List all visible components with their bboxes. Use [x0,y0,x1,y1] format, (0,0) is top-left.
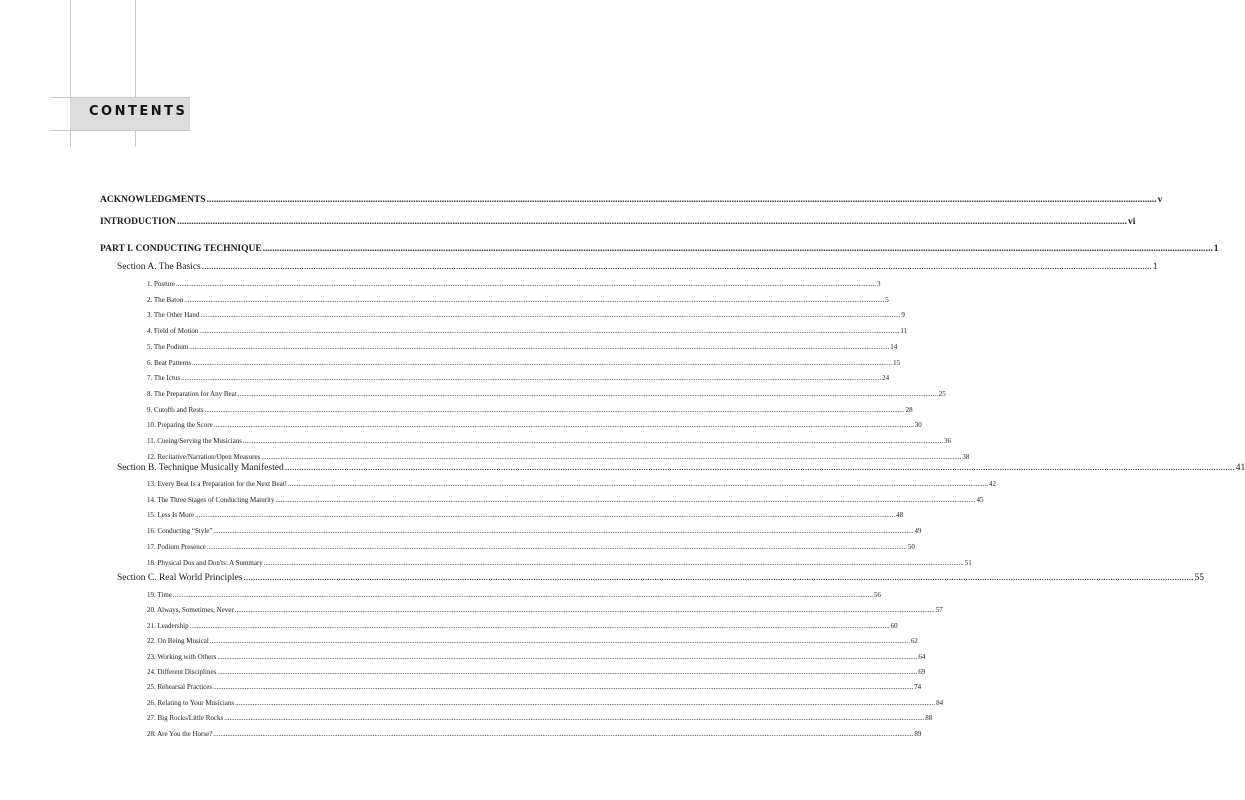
toc-entry-label: 16. Conducting “Style” [147,527,213,535]
toc-entry-label: INTRODUCTION [100,217,177,227]
leader-dots: ................................................................................................................................................................................................................................................................................................................................................................................................................ [224,714,925,722]
toc-entry-label: 5. The Podium [147,343,189,351]
leader-dots: ................................................................................................................................................................................................................................................................................................................................................................................................................ [189,343,890,351]
toc-item[interactable] [147,406,913,414]
leader-dots: ................................................................................................................................................................................................................................................................................................................................................................................................................ [263,559,964,567]
toc-item[interactable] [147,390,946,398]
leader-dots: ................................................................................................................................................................................................................................................................................................................................................................................................................ [213,730,914,738]
toc-entry-acknowledgments[interactable] [100,195,1163,205]
leader-dots: ................................................................................................................................................................................................................................................................................................................................................................................................................ [200,311,901,319]
toc-entry-label: Section A. The Basics [117,262,201,272]
toc-item[interactable] [147,683,922,691]
toc-item[interactable] [147,622,898,630]
toc-entry-page-number: 11 [900,327,908,335]
leader-dots: ................................................................................................................................................................................................................................................................................................................................................................................................................ [261,453,962,461]
toc-entry-label: 7. The Ictus [147,374,181,382]
leader-dots: ................................................................................................................................................................................................................................................................................................................................................................................................................ [284,463,1235,473]
toc-item[interactable] [147,480,996,488]
leader-dots: ................................................................................................................................................................................................................................................................................................................................................................................................................ [287,480,988,488]
toc-entry-label: 25. Rehearsal Practices [147,683,213,691]
toc-entry-page-number: 14 [890,343,898,351]
leader-dots: ................................................................................................................................................................................................................................................................................................................................................................................................................ [217,653,918,661]
toc-item[interactable] [147,296,889,304]
toc-entry-label: 22. On Being Musical [147,637,209,645]
toc-entry-label: ACKNOWLEDGMENTS [100,195,206,205]
leader-dots: ................................................................................................................................................................................................................................................................................................................................................................................................................ [275,496,976,504]
toc-entry-page-number: 69 [918,668,926,676]
toc-entry-page-number: 55 [1194,573,1204,583]
toc-entry-page-number: 64 [918,653,926,661]
toc-entry-label: 6. Beat Patterns [147,359,192,367]
toc-entry-label: 15. Less Is More [147,511,195,519]
toc-item[interactable] [147,714,933,722]
toc-item[interactable] [147,359,901,367]
toc-entry-page-number: 1 [1213,244,1219,254]
toc-entry-page-number: 45 [976,496,984,504]
toc-entry-label: 19. Time [147,591,172,599]
toc-item[interactable] [147,343,898,351]
leader-dots: ................................................................................................................................................................................................................................................................................................................................................................................................................ [184,296,885,304]
toc-entry-label: 11. Cueing/Serving the Musicians [147,437,243,445]
toc-item[interactable] [147,311,905,319]
toc-item[interactable] [147,668,926,676]
toc-entry-label: 8. The Preparation for Any Beat [147,390,237,398]
toc-entry-page-number: 57 [935,606,943,614]
toc-entry-page-number: 56 [873,591,881,599]
toc-section-c[interactable] [117,573,1204,583]
leader-dots: ................................................................................................................................................................................................................................................................................................................................................................................................................ [235,699,936,707]
leader-dots: ................................................................................................................................................................................................................................................................................................................................................................................................................ [199,327,900,335]
toc-entry-page-number: 25 [938,390,946,398]
toc-entry-label: 10. Preparing the Score [147,421,213,429]
toc-entry-label: Section B. Technique Musically Manifested [117,463,284,473]
toc-entry-label: Section C. Real World Principles [117,573,243,583]
toc-entry-part-1[interactable] [100,244,1219,254]
decorative-horizontal-rule-top [50,97,190,98]
toc-item[interactable] [147,453,970,461]
leader-dots: ................................................................................................................................................................................................................................................................................................................................................................................................................ [217,668,918,676]
toc-entry-label: 26. Relating to Your Musicians [147,699,235,707]
leader-dots: ................................................................................................................................................................................................................................................................................................................................................................................................................ [237,390,938,398]
leader-dots: ................................................................................................................................................................................................................................................................................................................................................................................................................ [195,511,896,519]
toc-item[interactable] [147,699,944,707]
toc-entry-page-number: 50 [907,543,915,551]
toc-entry-page-number: 48 [896,511,904,519]
toc-entry-label: 14. The Three Stages of Conducting Maturity [147,496,275,504]
leader-dots: ................................................................................................................................................................................................................................................................................................................................................................................................................ [243,437,944,445]
toc-entry-page-number: 84 [936,699,944,707]
leader-dots: ................................................................................................................................................................................................................................................................................................................................................................................................................ [243,573,1194,583]
leader-dots: ................................................................................................................................................................................................................................................................................................................................................................................................................ [213,421,914,429]
toc-entry-page-number: 9 [901,311,905,319]
leader-dots: ................................................................................................................................................................................................................................................................................................................................................................................................................ [206,543,907,551]
toc-entry-page-number: vi [1128,217,1136,227]
toc-entry-page-number: 41 [1235,463,1245,473]
toc-entry-introduction[interactable] [100,217,1136,227]
toc-entry-label: 21. Leadership [147,622,189,630]
toc-section-b[interactable] [117,463,1245,473]
toc-entry-page-number: 60 [890,622,898,630]
leader-dots: ................................................................................................................................................................................................................................................................................................................................................................................................................ [177,217,1128,227]
decorative-horizontal-rule-bottom [50,130,190,131]
leader-dots: ................................................................................................................................................................................................................................................................................................................................................................................................................ [176,280,876,288]
toc-item[interactable] [147,374,890,382]
toc-entry-page-number: 28 [905,406,913,414]
toc-entry-page-number: 24 [882,374,890,382]
toc-item[interactable] [147,543,915,551]
leader-dots: ................................................................................................................................................................................................................................................................................................................................................................................................................ [192,359,893,367]
toc-item[interactable] [147,437,952,445]
toc-entry-label: 17. Podium Presence [147,543,206,551]
page-title: CONTENTS [89,104,188,119]
toc-entry-label: 9. Cutoffs and Rests [147,406,204,414]
leader-dots: ................................................................................................................................................................................................................................................................................................................................................................................................................ [234,606,935,614]
toc-item[interactable] [147,559,972,567]
toc-entry-page-number: 5 [885,296,889,304]
toc-item[interactable] [147,511,904,519]
leader-dots: ................................................................................................................................................................................................................................................................................................................................................................................................................ [213,683,914,691]
toc-entry-page-number: v [1157,195,1163,205]
toc-entry-page-number: 88 [925,714,933,722]
leader-dots: ................................................................................................................................................................................................................................................................................................................................................................................................................ [213,527,914,535]
toc-entry-label: 20. Always, Sometimes, Never [147,606,234,614]
toc-entry-page-number: 3 [877,280,881,288]
toc-entry-page-number: 49 [914,527,922,535]
leader-dots: ................................................................................................................................................................................................................................................................................................................................................................................................................ [262,244,1213,254]
toc-entry-label: 28. Are You the Horse? [147,730,213,738]
toc-entry-label: 12. Recitative/Narration/Open Measures [147,453,261,461]
leader-dots: ................................................................................................................................................................................................................................................................................................................................................................................................................ [209,637,910,645]
toc-item[interactable] [147,653,926,661]
toc-entry-label: 24. Different Disciplines [147,668,217,676]
toc-item[interactable] [147,496,984,504]
toc-entry-label: 13. Every Beat Is a Preparation for the Next Beat! [147,480,287,488]
toc-entry-page-number: 36 [944,437,952,445]
toc-entry-page-number: 30 [914,421,922,429]
toc-item[interactable] [147,421,922,429]
toc-section-a[interactable] [117,262,1158,272]
leader-dots: ................................................................................................................................................................................................................................................................................................................................................................................................................ [189,622,890,630]
toc-entry-label: 23. Working with Others [147,653,217,661]
toc-entry-label: PART I. CONDUCTING TECHNIQUE [100,244,262,254]
toc-item[interactable] [147,591,881,599]
toc-entry-page-number: 51 [964,559,972,567]
toc-entry-page-number: 89 [914,730,922,738]
toc-entry-page-number: 15 [893,359,901,367]
toc-entry-page-number: 42 [988,480,996,488]
leader-dots: ................................................................................................................................................................................................................................................................................................................................................................................................................ [204,406,905,414]
toc-entry-page-number: 74 [914,683,922,691]
toc-entry-label: 1. Posture [147,280,175,288]
leader-dots: ................................................................................................................................................................................................................................................................................................................................................................................................................ [172,591,873,599]
toc-entry-label: 3. The Other Hand [147,311,200,319]
leader-dots: ................................................................................................................................................................................................................................................................................................................................................................................................................ [201,262,1152,272]
toc-entry-label: 27. Big Rocks/Little Rocks [147,714,224,722]
toc-item[interactable] [147,637,918,645]
leader-dots: ................................................................................................................................................................................................................................................................................................................................................................................................................ [206,195,1157,205]
toc-entry-page-number: 62 [910,637,918,645]
toc-item[interactable] [147,327,908,335]
toc-entry-label: 4. Field of Motion [147,327,199,335]
toc-item[interactable] [147,730,922,738]
toc-item[interactable] [147,280,881,288]
toc-entry-label: 18. Physical Dos and Don'ts: A Summary [147,559,263,567]
toc-item[interactable] [147,606,943,614]
toc-entry-label: 2. The Baton [147,296,184,304]
toc-entry-page-number: 1 [1152,262,1158,272]
toc-item[interactable] [147,527,922,535]
toc-entry-page-number: 38 [962,453,970,461]
leader-dots: ................................................................................................................................................................................................................................................................................................................................................................................................................ [181,374,882,382]
